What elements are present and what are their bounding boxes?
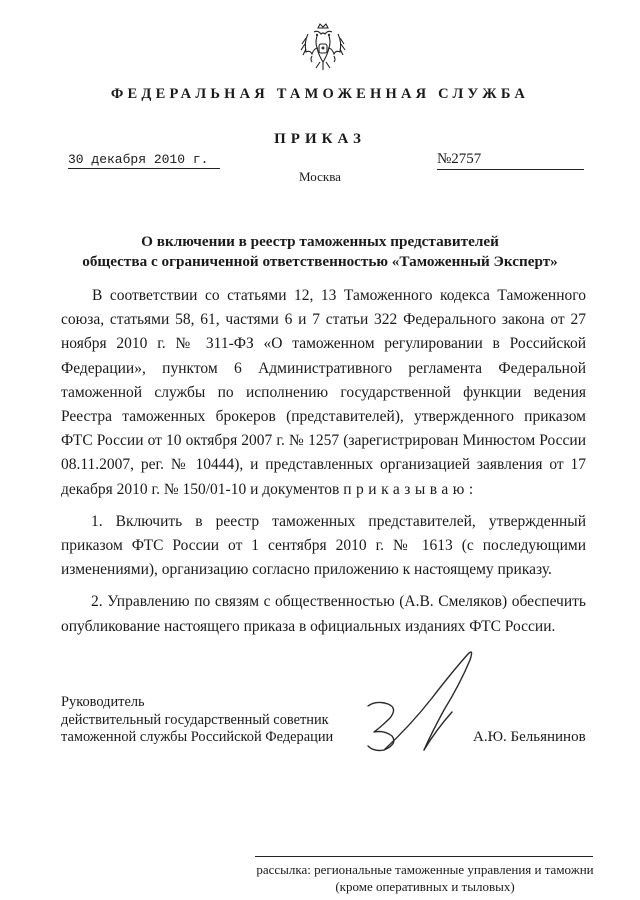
signer-name: А.Ю. Бельянинов — [473, 729, 586, 745]
order-item-2: 2. Управлению по связям с общественностью (А.В. Смеляков) обеспечить опубликование настоящего приказа в официальных изданиях ФТС России. — [61, 593, 586, 635]
mailing-line-1: рассылка: региональные таможенные управления и таможни — [256, 862, 594, 877]
signatory-line-3: таможенной службы Российской Федерации — [61, 729, 334, 745]
mailing-line-2: (кроме оперативных и тыловых) — [335, 879, 515, 894]
preamble-paragraph — [61, 284, 586, 502]
state-emblem-icon — [300, 22, 346, 74]
document-title — [0, 232, 640, 272]
signatory-line-2: действительный государственный советник — [61, 711, 329, 728]
mailing-divider — [255, 856, 593, 857]
order-city: Москва — [299, 169, 341, 184]
agency-name: ФЕДЕРАЛЬНАЯ ТАМОЖЕННАЯ СЛУЖБА — [110, 86, 530, 102]
document-body — [61, 284, 586, 639]
signatory-position — [61, 694, 333, 747]
order-word: приказываю: — [343, 480, 478, 498]
order-date: 30 декабря 2010 г. — [68, 152, 220, 169]
mailing-list — [255, 861, 595, 895]
order-title: ПРИКАЗ — [274, 131, 366, 147]
order-number: №2757 — [437, 151, 584, 170]
document-title-line-1: О включении в реестр таможенных представителей — [141, 233, 499, 250]
document-title-line-2: общества с ограниченной ответственностью «Таможенный Эксперт» — [82, 253, 558, 270]
order-item-1: 1. Включить в реестр таможенных представителей, утвержденный приказом ФТС России от 1 сентября 2010 г. № 1613 (с последующими изменениями), организацию согласно приложению к настоящему приказу. — [61, 512, 586, 579]
preamble-text: В соответствии со статьями 12, 13 Таможенного кодекса Таможенного союза, статьями 58, 61, частями 6 и 7 статьи 322 Федерального закона от 27 ноября 2010 г. № 311-ФЗ «О таможенном регулировании в Российской Федерации», пунктом 6 Административного регламента Федеральной таможенной службы по исполнению государственной функции ведения Реестра таможенных брокеров (представителей), утвержденного приказом ФТС России от 10 октября 2007 г. № 1257 (зарегистрирован Минюстом России 08.11.2007, рег. № 10444), и представленных организацией заявления от 17 декабря 2010 г. № 150/01-10 и документов — [61, 287, 586, 498]
signatory-line-1: Руководитель — [61, 694, 145, 710]
